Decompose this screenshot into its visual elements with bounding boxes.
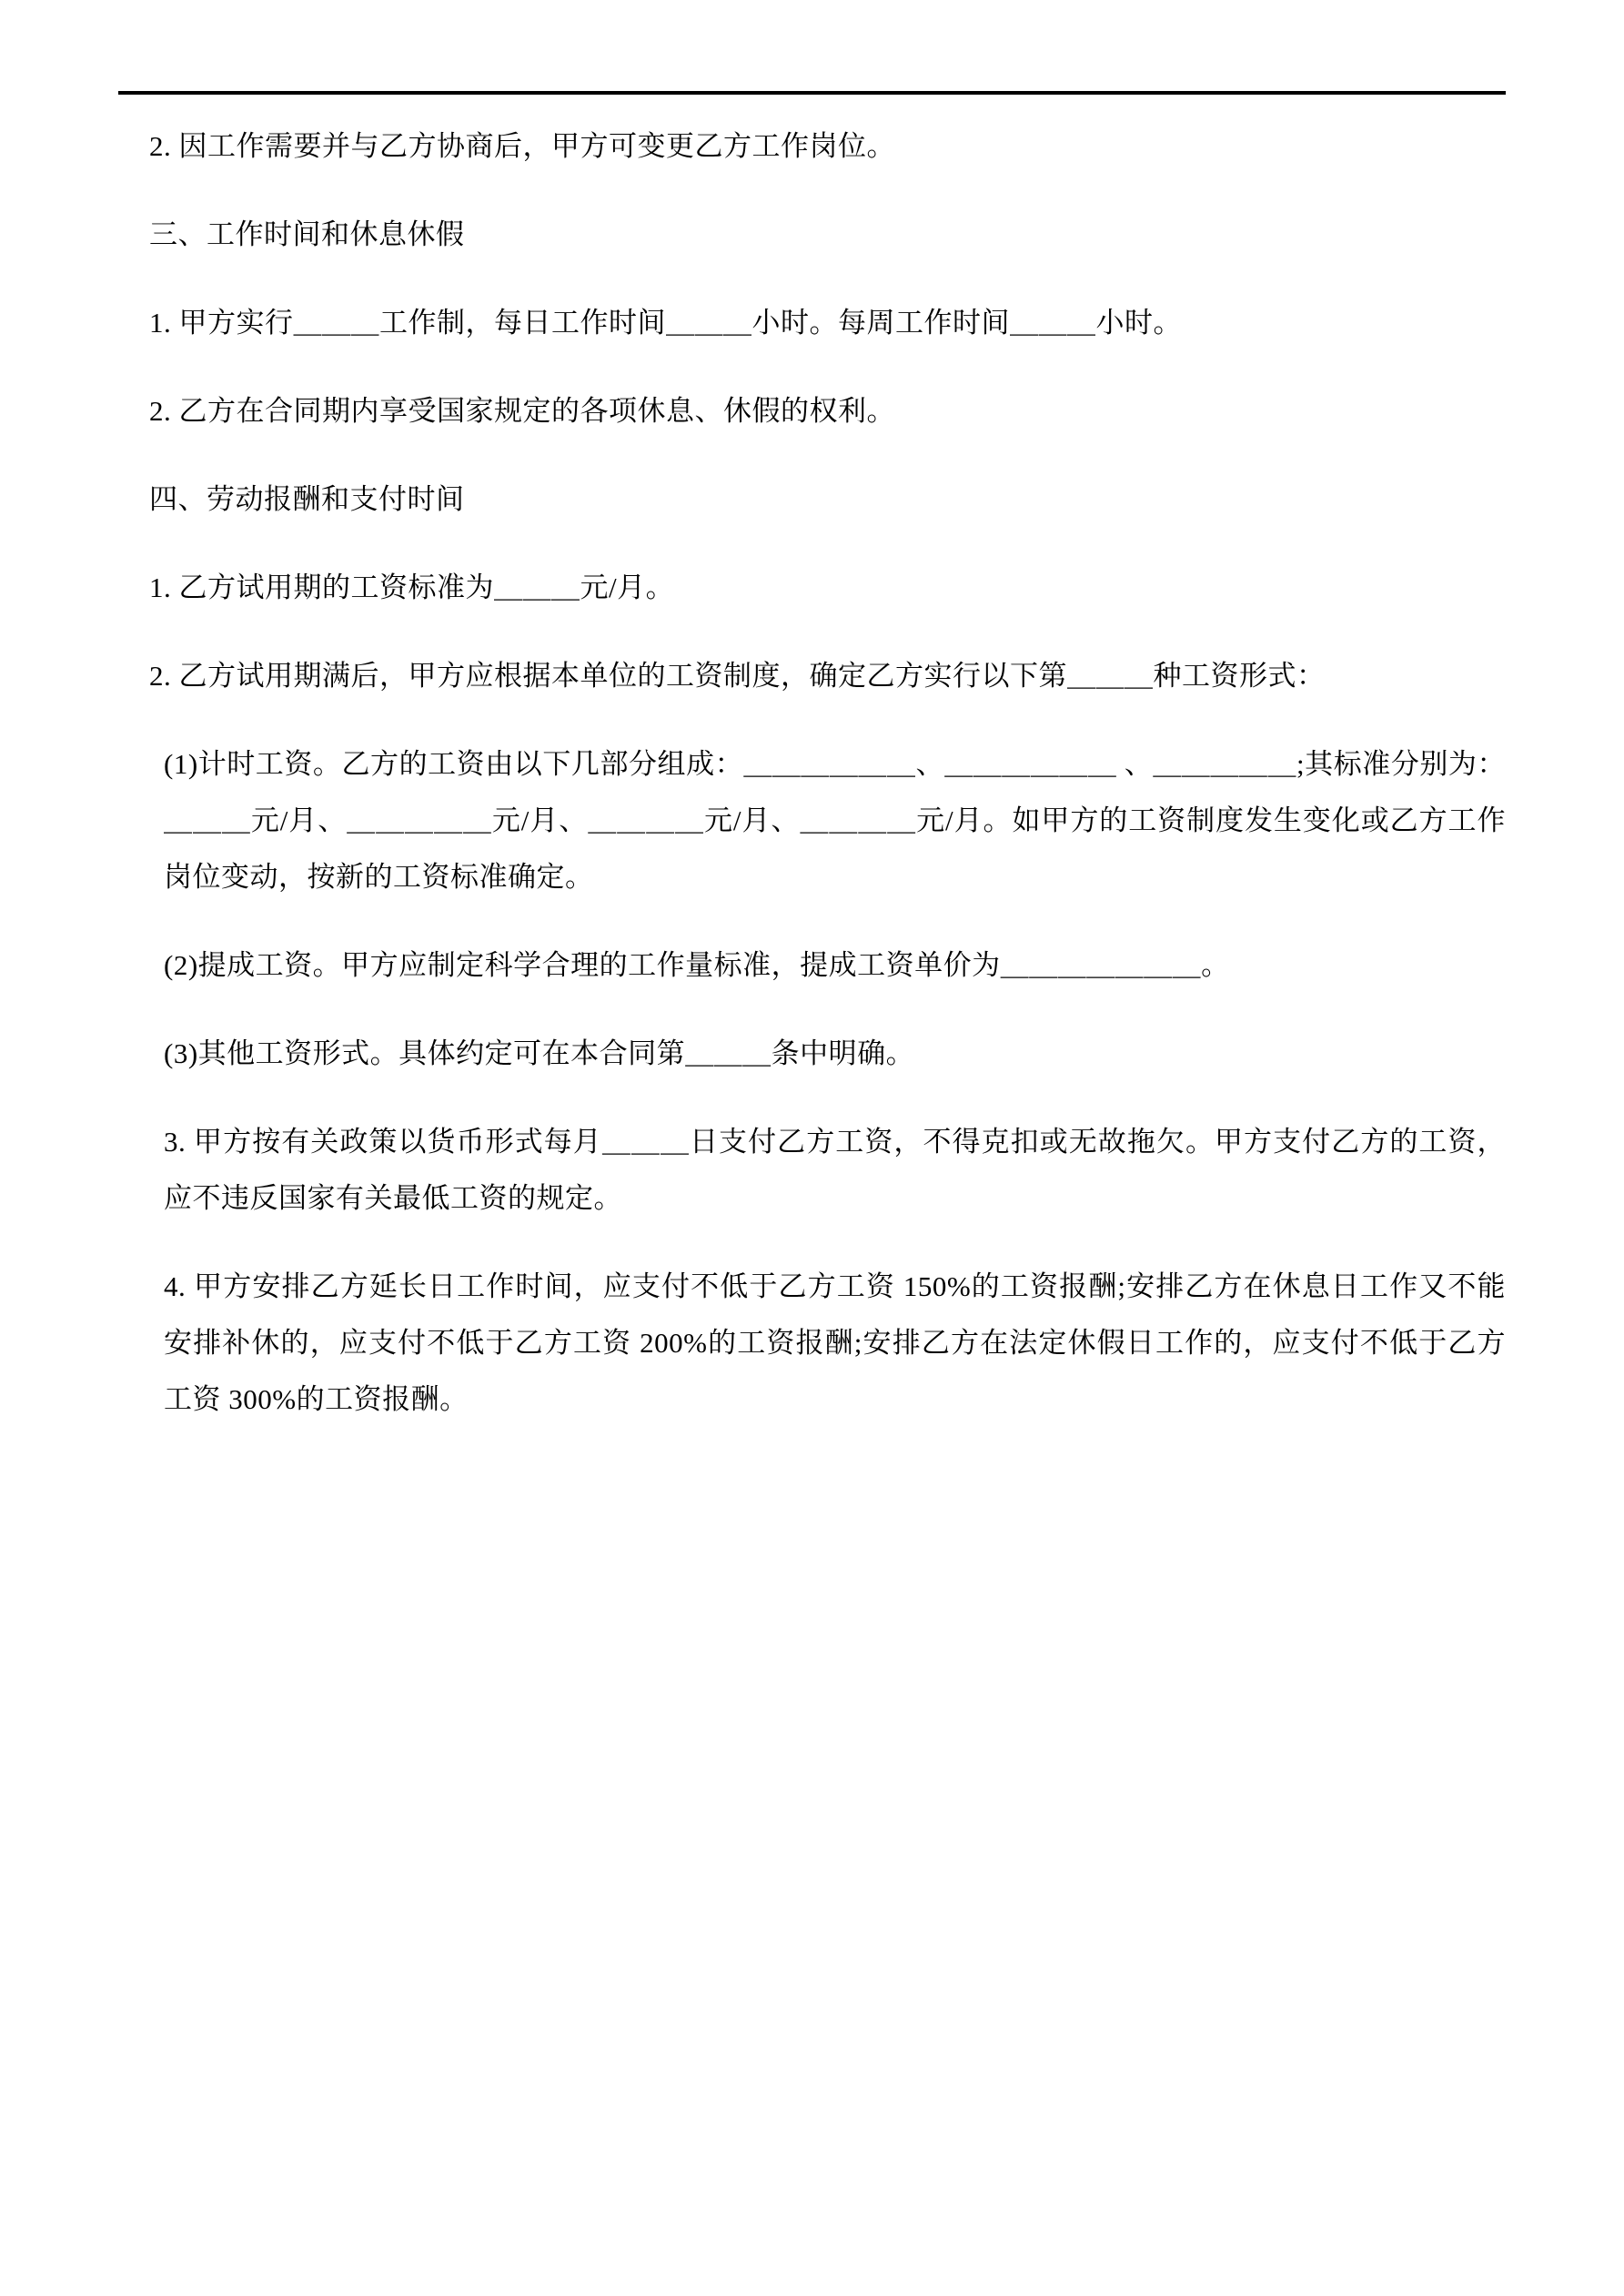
heading-section-four: 四、劳动报酬和支付时间 (149, 483, 465, 515)
paragraph-clause-3-2: 2. 乙方在合同期内享受国家规定的各项休息、休假的权利。 (149, 395, 895, 427)
paragraph-clause-3-1: 1. 甲方实行＿＿＿工作制，每日工作时间＿＿＿小时。每周工作时间＿＿＿小时。 (149, 307, 1182, 339)
paragraph-clause-4-2-item-3: (3)其他工资形式。具体约定可在本合同第＿＿＿条中明确。 (164, 1037, 915, 1069)
paragraph-clause-4-2-item-1: (1)计时工资。乙方的工资由以下几部分组成：＿＿＿＿＿＿、＿＿＿＿＿＿ 、＿＿＿＿＿;其标准分别为：＿＿＿元/月、＿＿＿＿＿元/月、＿＿＿＿元/月、＿＿＿＿元/月。如甲方的工资制度发生变化或乙方工作岗位变动，按新的工资标准确定。 (164, 748, 1506, 893)
paragraph-clause-4-2-item-2: (2)提成工资。甲方应制定科学合理的工作量标准，提成工资单价为＿＿＿＿＿＿＿。 (164, 949, 1230, 981)
document-body (118, 118, 1506, 1428)
paragraph-clause-4-2: 2. 乙方试用期满后，甲方应根据本单位的工资制度，确定乙方实行以下第＿＿＿种工资形式： (149, 660, 1326, 692)
paragraph-clause-2-2: 2. 因工作需要并与乙方协商后，甲方可变更乙方工作岗位。 (149, 130, 895, 162)
paragraph-clause-4-1: 1. 乙方试用期的工资标准为＿＿＿元/月。 (149, 571, 675, 603)
paragraph-clause-4-3: 3. 甲方按有关政策以货币形式每月＿＿＿日支付乙方工资，不得克扣或无故拖欠。甲方支付乙方的工资，应不违反国家有关最低工资的规定。 (164, 1126, 1506, 1214)
heading-section-three: 三、工作时间和休息休假 (149, 218, 465, 250)
paragraph-clause-4-4: 4. 甲方安排乙方延长日工作时间，应支付不低于乙方工资 150%的工资报酬;安排乙方在休息日工作又不能安排补休的，应支付不低于乙方工资 200%的工资报酬;安排乙方在法定休假日工作的，应支付不低于乙方工资 300%的工资报酬。 (164, 1270, 1506, 1415)
header-divider-rule (118, 91, 1506, 95)
